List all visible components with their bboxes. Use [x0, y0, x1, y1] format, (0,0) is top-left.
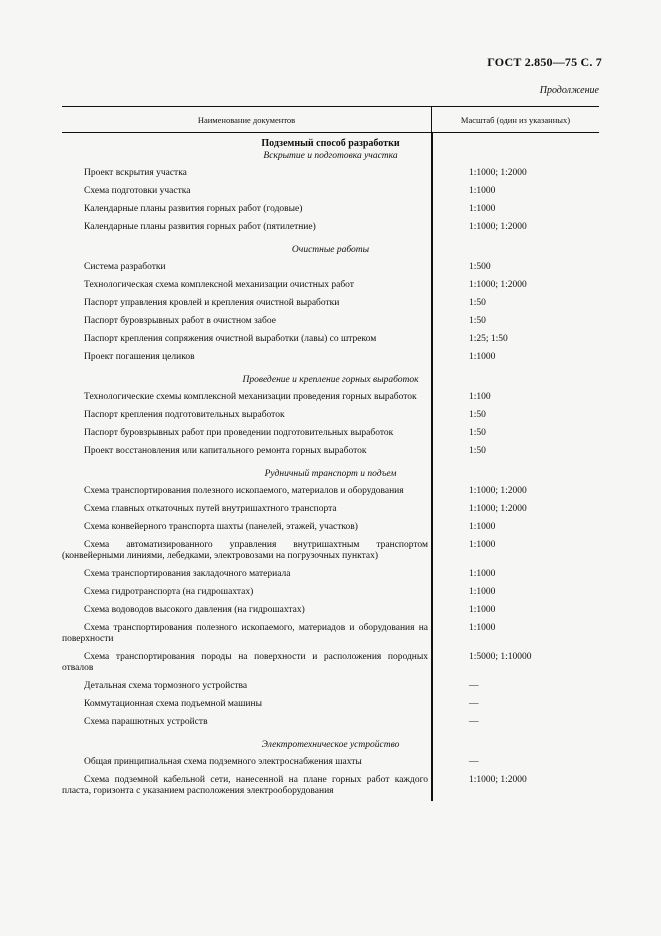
- document-scale: 1:1000; 1:2000: [469, 486, 527, 496]
- document-name: Общая принципиальная схема подземного электроснабжения шахты: [84, 757, 362, 767]
- document-name: Паспорт управления кровлей и крепления очистной выработки: [84, 298, 340, 308]
- document-name: Календарные планы развития горных работ (годовые): [84, 204, 303, 214]
- document-scale: 1:1000; 1:2000: [469, 504, 527, 514]
- document-name: Схема гидротранспорта (на гидрошахтах): [84, 587, 254, 597]
- document-name: Проект вскрытия участка: [84, 168, 187, 178]
- table-row: [62, 649, 599, 678]
- table-row: [62, 219, 599, 237]
- document-name: Паспорт крепления подготовительных выработок: [84, 410, 285, 420]
- document-name: Схема конвейерного транспорта шахты (панелей, этажей, участков): [84, 522, 358, 532]
- document-scale: —: [469, 681, 479, 691]
- document-name: Технологические схемы комплексной механизации проведения горных выработок: [84, 392, 417, 402]
- table-row: [62, 584, 599, 602]
- table-row: [62, 678, 599, 696]
- table-row: [62, 443, 599, 461]
- group-title: Рудничный транспорт и подъем: [264, 469, 397, 479]
- document-scale: 1:1000: [469, 522, 496, 532]
- continued-label: Продолжение: [539, 85, 599, 96]
- document-name: Схема транспортирования полезного ископаемого, материалов и оборудования: [84, 486, 404, 496]
- document-name: Технологическая схема комплексной механизации очистных работ: [84, 280, 354, 290]
- document-scale: 1:1000; 1:2000: [469, 168, 527, 178]
- table-row: [62, 295, 599, 313]
- document-name: Схема транспортирования закладочного материала: [84, 569, 291, 579]
- table-row: [62, 425, 599, 443]
- document-scale: 1:1000: [469, 540, 496, 550]
- document-name: Схема парашютных устройств: [84, 717, 208, 727]
- column-header-scale: Масштаб (один из указанных): [460, 114, 571, 125]
- table-row: [62, 696, 599, 714]
- table-row: [62, 389, 599, 407]
- table-row: [62, 519, 599, 537]
- table-row: [62, 259, 599, 277]
- document-scale: 1:1000: [469, 623, 496, 633]
- table-row: [62, 754, 599, 772]
- table-row: [62, 277, 599, 295]
- document-name: Схема автоматизированного управления внутришахтным транспортом (конвейерными линиями, лебедками, электровозами на погрузочных пунктах): [62, 540, 428, 561]
- table-header: [62, 106, 599, 133]
- table-row: [62, 537, 599, 566]
- table-row: [62, 566, 599, 584]
- document-name: Паспорт буровзрывных работ в очистном забое: [84, 316, 276, 326]
- table-row: [62, 201, 599, 219]
- group-title: Вскрытие и подготовка участка: [263, 151, 398, 161]
- table-row: [62, 772, 599, 801]
- document-scale: 1:1000: [469, 352, 496, 362]
- document-scale: 1:1000: [469, 605, 496, 615]
- document-scale: 1:25; 1:50: [469, 334, 508, 344]
- document-name: Схема транспортирования породы на поверхности и расположения породных отвалов: [62, 652, 428, 673]
- table-row: [62, 313, 599, 331]
- column-divider: [431, 133, 433, 801]
- table-row: [62, 501, 599, 519]
- document-scale: 1:1000; 1:2000: [469, 222, 527, 232]
- document-scale: 1:1000; 1:2000: [469, 775, 527, 785]
- table-row: [62, 714, 599, 732]
- document-name: Схема главных откаточных путей внутришахтного транспорта: [84, 504, 337, 514]
- document-scale: —: [469, 757, 479, 767]
- document-name: Проект восстановления или капитального ремонта горных выработок: [84, 446, 367, 456]
- document-scale: —: [469, 699, 479, 709]
- document-scale: 1:5000; 1:10000: [469, 652, 532, 662]
- document-scale: 1:1000: [469, 587, 496, 597]
- group-title: Очистные работы: [291, 245, 370, 255]
- column-header-name: Наименование документов: [62, 107, 432, 132]
- document-scale: 1:1000; 1:2000: [469, 280, 527, 290]
- document-name: Схема водоводов высокого давления (на гидрошахтах): [84, 605, 305, 615]
- document-scale: 1:50: [469, 298, 486, 308]
- document-name: Детальная схема тормозного устройства: [84, 681, 248, 691]
- document-scale: 1:100: [469, 392, 491, 402]
- document-scale: 1:50: [469, 428, 486, 438]
- section-title: Подземный способ разработки: [261, 138, 400, 149]
- document-scale: 1:1000: [469, 186, 496, 196]
- document-scale: 1:500: [469, 262, 491, 272]
- document-scale: 1:1000: [469, 569, 496, 579]
- documents-table: [62, 106, 599, 801]
- document-scale: 1:50: [469, 446, 486, 456]
- document-scale: 1:50: [469, 410, 486, 420]
- document-name: Календарные планы развития горных работ (пятилетние): [84, 222, 316, 232]
- table-body: [62, 133, 599, 801]
- document-name: Паспорт буровзрывных работ при проведении подготовительных выработок: [84, 428, 394, 438]
- table-row: [62, 331, 599, 349]
- table-row: [62, 349, 599, 367]
- document-name: Паспорт крепления сопряжения очистной выработки (лавы) со штреком: [84, 334, 377, 344]
- document-scale: 1:1000: [469, 204, 496, 214]
- table-row: [62, 602, 599, 620]
- table-row: [62, 620, 599, 649]
- document-name: Схема подземной кабельной сети, нанесенной на плане горных работ каждого пласта, горизонта с указанием расположения электрооборудования: [62, 775, 428, 796]
- table-row: [62, 183, 599, 201]
- document-scale: 1:50: [469, 316, 486, 326]
- document-name: Система разработки: [84, 262, 166, 272]
- document-name: Схема транспортирования полезного ископаемого, материадов и оборудования на поверхности: [62, 623, 428, 644]
- document-scale: —: [469, 717, 479, 727]
- group-title: Электротехническое устройство: [261, 740, 400, 750]
- group-title: Проведение и крепление горных выработок: [242, 375, 419, 385]
- table-row: [62, 407, 599, 425]
- table-row: [62, 165, 599, 183]
- document-name: Проект погашения целиков: [84, 352, 195, 362]
- table-row: [62, 483, 599, 501]
- document-name: Схема подготовки участка: [84, 186, 191, 196]
- page-header: ГОСТ 2.850—75 С. 7: [487, 55, 602, 69]
- document-name: Коммутационная схема подъемной машины: [84, 699, 262, 709]
